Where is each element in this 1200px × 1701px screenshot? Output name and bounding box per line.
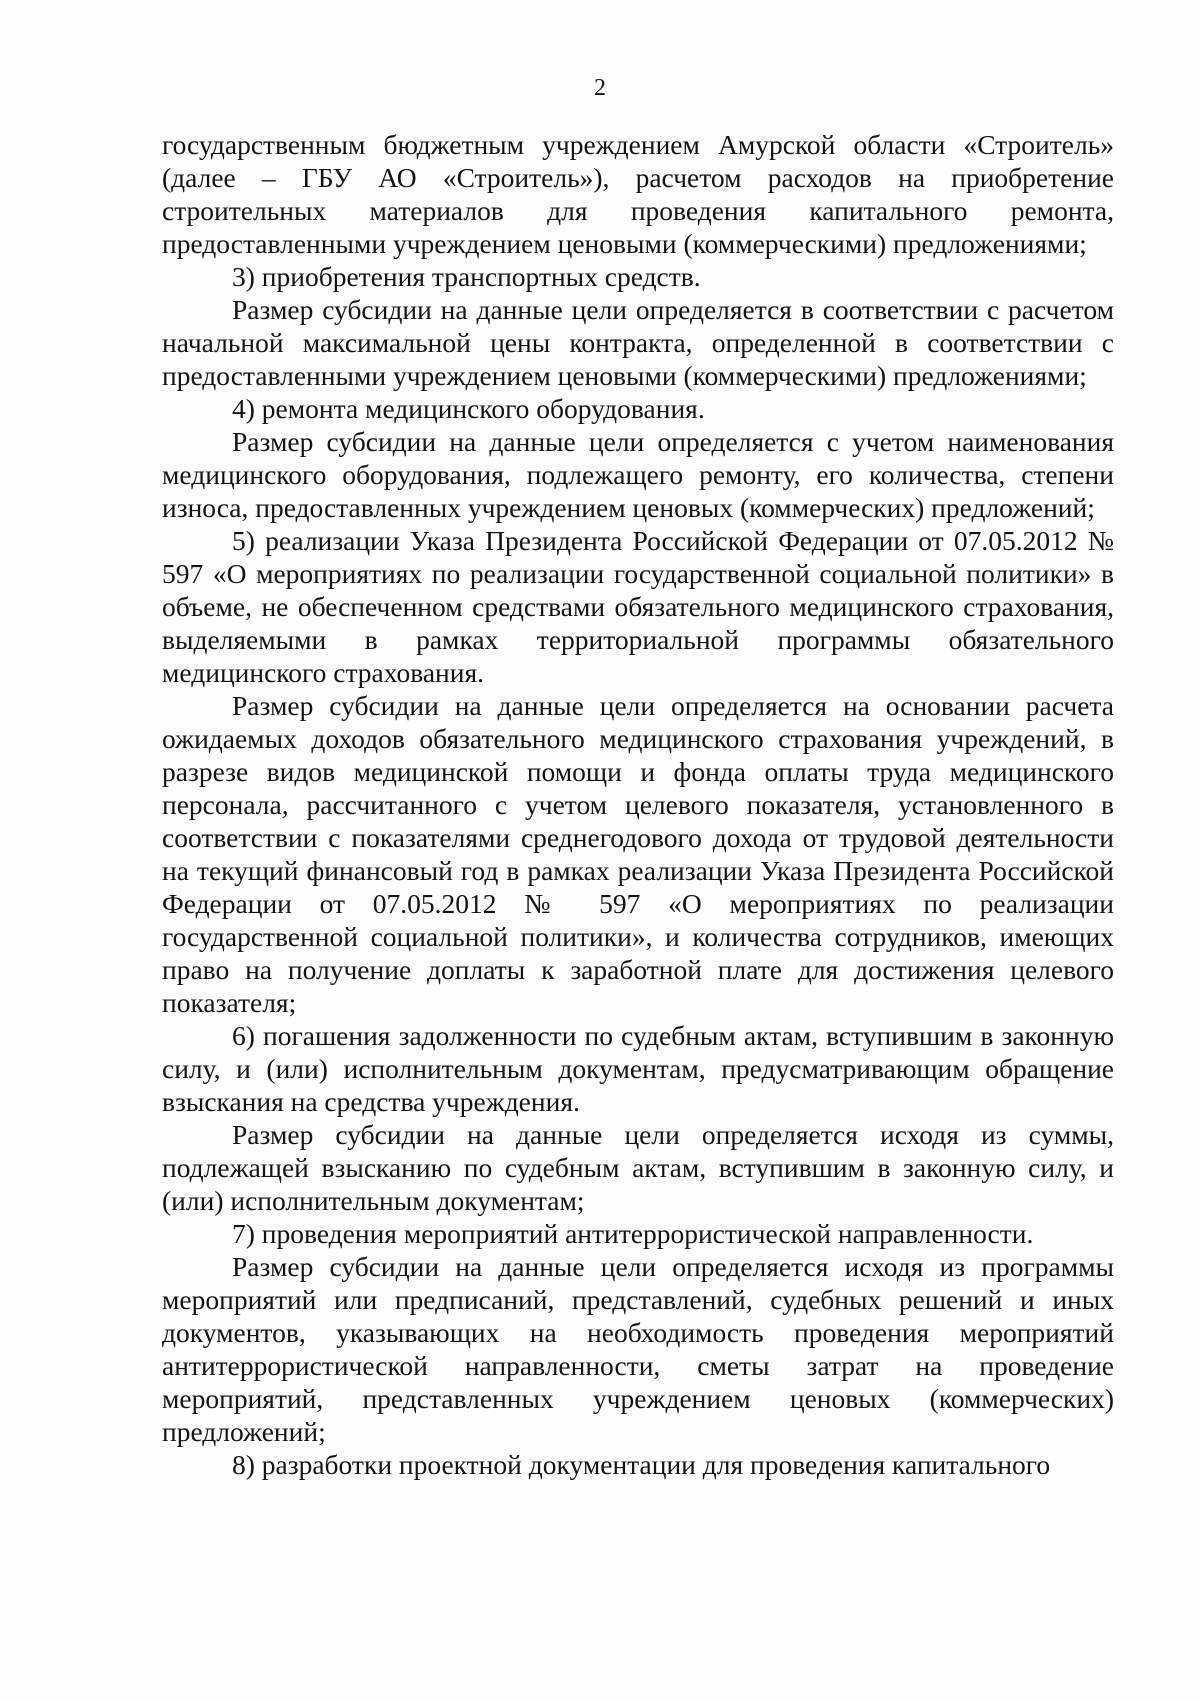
paragraph: 8) разработки проектной документации для проведения капитального xyxy=(232,1449,1051,1480)
paragraph: 7) проведения мероприятий антитеррористической направленности. xyxy=(232,1218,1034,1249)
paragraph: 5) реализации Указа Президента Российской Федерации от 07.05.2012 № 597 «О мероприятиях по реализации государственной социальной политики» в объеме, не обеспеченном средствами обязательного медицинского страхования, выделяемыми в рамках территориальной программы обязательного медицинского страхования. xyxy=(162,525,1114,688)
paragraph: Размер субсидии на данные цели определяется исходя из программы мероприятий или предписаний, представлений, судебных решений и иных документов, указывающих на необходимость проведения мероприятий антитеррористической направленности, сметы затрат на проведение мероприятий, представленных учреждением ценовых (коммерческих) предложений; xyxy=(162,1251,1114,1447)
paragraph: 4) ремонта медицинского оборудования. xyxy=(232,393,705,424)
paragraph: Размер субсидии на данные цели определяется исходя из суммы, подлежащей взысканию по судебным актам, вступившим в законную силу, и (или) исполнительным документам; xyxy=(162,1119,1114,1216)
paragraph: государственным бюджетным учреждением Амурской области «Строитель» (далее – ГБУ АО «Строитель»), расчетом расходов на приобретение строительных материалов для проведения капитального ремонта, предоставленными учреждением ценовыми (коммерческими) предложениями; xyxy=(162,129,1114,259)
paragraph: 3) приобретения транспортных средств. xyxy=(232,261,701,292)
paragraph: Размер субсидии на данные цели определяется с учетом наименования медицинского оборудования, подлежащего ремонту, его количества, степени износа, предоставленных учреждением ценовых (коммерческих) предложений; xyxy=(162,426,1114,523)
paragraph: 6) погашения задолженности по судебным актам, вступившим в законную силу, и (или) исполнительным документам, предусматривающим обращение взыскания на средства учреждения. xyxy=(162,1020,1114,1117)
paragraph: Размер субсидии на данные цели определяется на основании расчета ожидаемых доходов обязательного медицинского страхования учреждений, в разрезе видов медицинской помощи и фонда оплаты труда медицинского персонала, рассчитанного с учетом целевого показателя, установленного в соответствии с показателями среднегодового дохода от трудовой деятельности на текущий финансовый год в рамках реализации Указа Президента Российской Федерации от 07.05.2012 № 597 «О мероприятиях по реализации государственной социальной политики», и количества сотрудников, имеющих право на получение доплаты к заработной плате для достижения целевого показателя; xyxy=(162,690,1114,1018)
document-body xyxy=(162,128,1114,1481)
paragraph: Размер субсидии на данные цели определяется в соответствии с расчетом начальной максимальной цены контракта, определенной в соответствии с предоставленными учреждением ценовыми (коммерческими) предложениями; xyxy=(162,294,1114,391)
page-number: 2 xyxy=(594,75,606,101)
